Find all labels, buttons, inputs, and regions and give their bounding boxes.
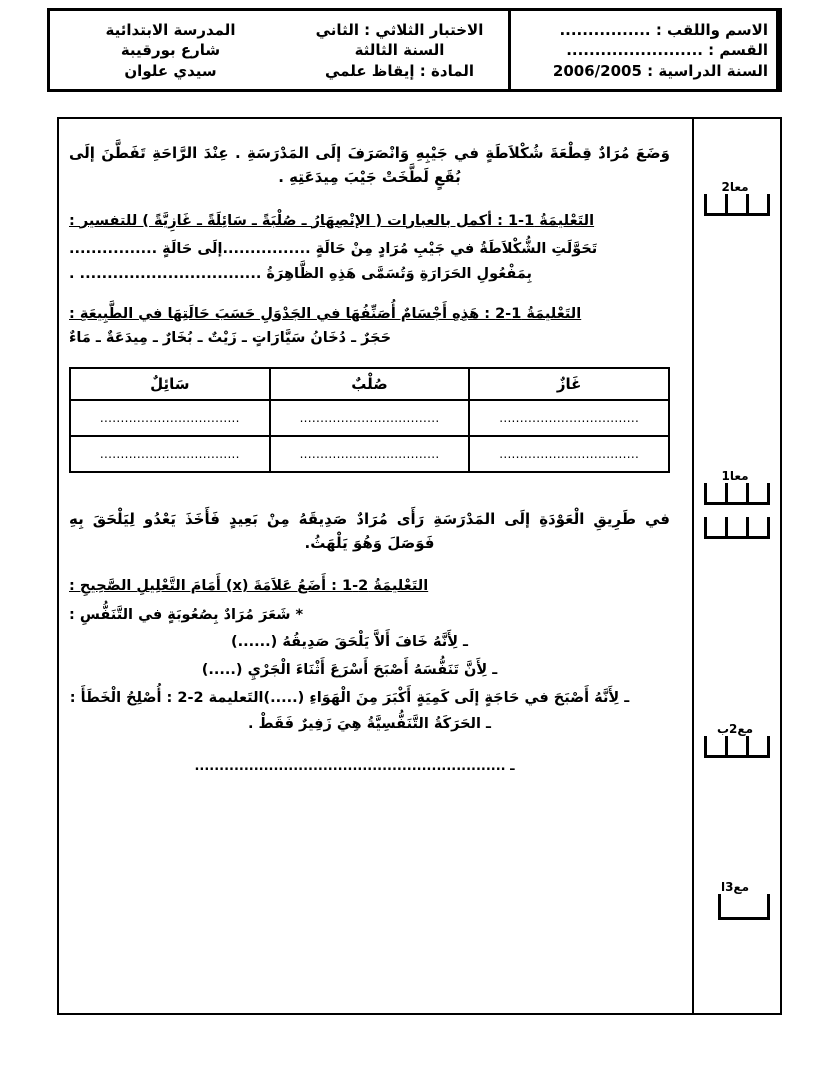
score-cell[interactable] xyxy=(707,517,725,536)
score-boxes-1[interactable] xyxy=(704,194,770,216)
score-cell[interactable] xyxy=(725,483,746,502)
task-2-1-label: التَعْليمَةُ 2-1 : أَضَعُ عَلاَمَةَ (x) أَمَامَ التَّعْلِيلِ الصَّحِيحِ : xyxy=(69,578,429,595)
score-group-1 xyxy=(700,181,770,216)
school-street: شارع بورقيبة xyxy=(120,41,221,60)
classification-items: حَجَرٌ ـ دُخَانُ سَيَّارَاتٍ ـ زَيْتٌ ـ بُخَارٌ ـ مِيدَعَةٌ ـ مَاءٌ xyxy=(69,329,392,346)
spacer xyxy=(69,194,670,210)
score-label-2: معا1 xyxy=(721,469,749,483)
score-cell[interactable] xyxy=(725,194,746,213)
spacer xyxy=(69,737,670,759)
spacer xyxy=(69,473,670,507)
score-cell[interactable] xyxy=(707,194,725,213)
score-margin-column xyxy=(692,119,780,1013)
choice-option-3[interactable]: ـ لِأَنَّهُ أَصْبَحَ في حَاجَةٍ إلَى كَمِيَةٍ أَكْبَرَ مِنَ الْهَوَاءِ (.....)التَعليمة 2-2 : أُصْلِحُ الْخَطَأَ : xyxy=(69,690,630,707)
spacer xyxy=(69,559,670,575)
score-cell[interactable] xyxy=(746,483,767,502)
error-sentence: ـ الحَرَكَةُ التَّنَفُّسِيَّةُ هِيَ زَفِيرٌ فَقَطْ . xyxy=(248,716,491,733)
school-year-label: السنة الدراسية : 2006/2005 xyxy=(552,61,768,80)
score-cell[interactable] xyxy=(725,517,746,536)
table-cell[interactable]: .................................. xyxy=(469,436,669,472)
situation-1-text: وَضَعَ مُرَادٌ قِطْعَةَ شُكْلاَطَةٍ في جَيْبِهِ وَانْصَرَفَ إلَى المَدْرَسَةِ . عِنْدَ الرَّاحَةِ تَفَطَّنَ إلَى بُقَعٍ لَطَّخَتْ جَيْبَ مِيدَعَتِهِ . xyxy=(69,144,670,187)
score-cell[interactable] xyxy=(725,736,746,755)
school-locality: سيدي علوان xyxy=(124,61,217,80)
choice-option-1[interactable]: ـ لِأَنَّهُ خَافَ أَلاَّ يَلْحَقَ صَدِيقُهُ (......) xyxy=(230,633,469,650)
score-boxes-3[interactable] xyxy=(704,517,770,539)
exam-header-table xyxy=(47,8,782,92)
question-2-1-prompt: * شَعَرَ مُرَادٌ بِصُعُوبَةٍ في التَّنَفُّسِ : xyxy=(69,606,304,623)
table-header-liquid: سَائِلٌ xyxy=(70,368,270,400)
score-label-3: مع2ب xyxy=(716,722,754,736)
task-1-1-instruction xyxy=(69,210,670,233)
table-cell[interactable]: .................................. xyxy=(70,436,270,472)
table-header-row xyxy=(70,368,669,400)
exam-term: الاختبار الثلاثي : الثاني xyxy=(315,21,484,40)
student-class-label: القسم : ........................ xyxy=(566,41,768,60)
header-cell-exam xyxy=(291,11,511,89)
spacer xyxy=(69,287,670,303)
score-group-3 xyxy=(700,723,770,758)
score-cell[interactable] xyxy=(721,894,767,917)
score-group-4 xyxy=(700,881,770,920)
fill-blank-line-2[interactable]: بِمَفْعُولِ الحَرَارَةِ وَتُسَمَّى هَذِهِ الظَّاهِرَةُ ................................. . xyxy=(69,265,533,282)
exam-content xyxy=(47,119,692,1013)
score-label-4: مع3ا xyxy=(720,880,750,894)
table-row xyxy=(70,436,669,472)
answer-blank-line[interactable]: ـ ............................................................... xyxy=(194,759,515,775)
exam-sheet xyxy=(57,117,782,1015)
table-header-solid: صُلْبٌ xyxy=(270,368,470,400)
table-cell[interactable]: .................................. xyxy=(270,436,470,472)
task-1-2-instruction xyxy=(69,303,670,326)
table-cell[interactable]: .................................. xyxy=(469,400,669,436)
score-cell[interactable] xyxy=(746,736,767,755)
task-1-2-label: التَعْليمَةُ 1-2 : هَذِهِ أَجْسَامٌ أُصَنِّفُهَا في الجَدْوَلِ حَسَبَ حَالَتِهَا في الطَّبِيعَةِ : xyxy=(69,305,582,322)
score-cell[interactable] xyxy=(707,483,725,502)
score-boxes-5[interactable] xyxy=(718,894,770,920)
fill-blank-line-1[interactable]: تَحَوَّلَتِ الشُّكْلاَطَةُ في جَيْبِ مُرَادٍ مِنْ حَالَةٍ ................إلَى حَالَةٍ ................ xyxy=(69,240,598,257)
score-label-1: معا2 xyxy=(721,180,749,194)
task-1-1-label: التَعْليمَةُ 1-1 : أكمل بالعبارات ( الإنْصِهَارُ ـ صُلْبَةً ـ سَائِلَةً ـ غَازِيَّةً ) للتفسير : xyxy=(69,212,595,229)
header-cell-student xyxy=(511,11,779,89)
score-cell[interactable] xyxy=(746,194,767,213)
table-header-gas: غَازٌ xyxy=(469,368,669,400)
score-cell[interactable] xyxy=(746,517,767,536)
header-cell-school xyxy=(50,11,291,89)
student-name-label: الاسم واللقب : ................ xyxy=(559,21,768,40)
choice-option-2[interactable]: ـ لِأَنَّ تَنَفُّسَهُ أَصْبَحَ أَسْرَعَ أَثْنَاءَ الْجَرْيِ (.....) xyxy=(201,661,498,678)
school-name: المدرسة الابتدائية xyxy=(105,21,236,40)
score-group-2 xyxy=(700,470,770,539)
score-boxes-2[interactable] xyxy=(704,483,770,505)
task-2-1-instruction xyxy=(69,575,670,598)
score-cell[interactable] xyxy=(707,736,725,755)
exam-subject: المادة : إيقاظ علمي xyxy=(324,61,475,80)
table-cell[interactable]: .................................. xyxy=(270,400,470,436)
situation-2-text: في طَرِيقِ الْعَوْدَةِ إلَى المَدْرَسَةِ رَأَى مُرَادٌ صَدِيقَهُ مِنْ بَعِيدٍ فَأَخَذَ يَعْدُو لِيَلْحَقَ بِهِ فَوَصَلَ وَهُوَ يَلْهَثُ. xyxy=(69,509,670,553)
table-row xyxy=(70,400,669,436)
exam-grade: السنة الثالثة xyxy=(354,41,445,60)
classification-table xyxy=(69,367,670,473)
score-boxes-4[interactable] xyxy=(704,736,770,758)
table-cell[interactable]: .................................. xyxy=(70,400,270,436)
